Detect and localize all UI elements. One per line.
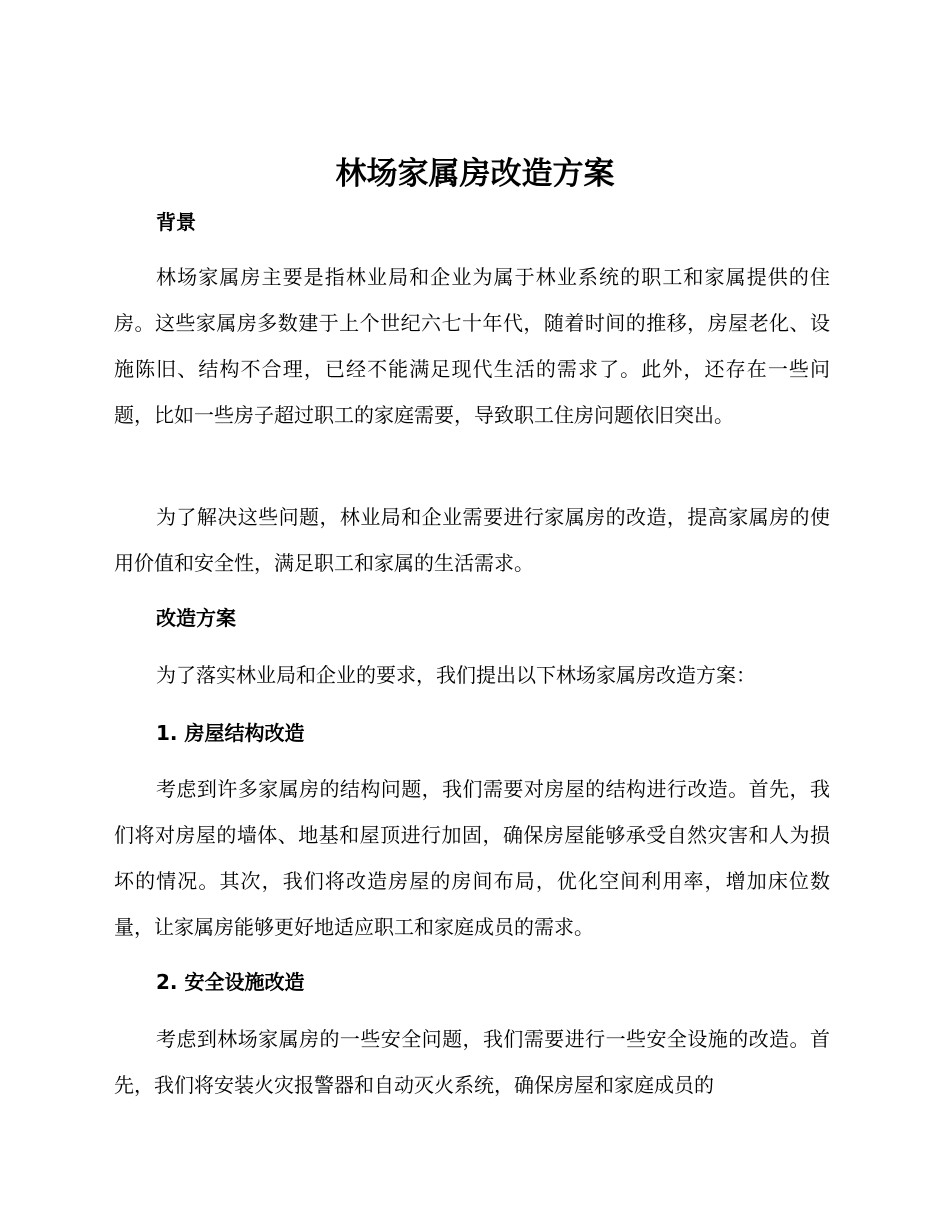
paragraph-background-1: 林场家属房主要是指林业局和企业为属于林业系统的职工和家属提供的住房。这些家属房多数建于上个世纪六七十年代，随着时间的推移，房屋老化、设施陈旧、结构不合理，已经不能满足现代生活的需求了。此外，还存在一些问题，比如一些房子超过职工的家庭需要，导致职工住房问题依旧突出。 [114, 265, 830, 427]
section-heading-structure: 1. 房屋结构改造 [156, 721, 305, 745]
section-heading-background: 背景 [156, 210, 196, 234]
document-title: 林场家属房改造方案 [335, 156, 615, 192]
section-heading-safety: 2. 安全设施改造 [156, 970, 305, 994]
paragraph-background-2: 为了解决这些问题，林业局和企业需要进行家属房的改造，提高家属房的使用价值和安全性，满足职工和家属的生活需求。 [114, 505, 830, 575]
section-heading-plan: 改造方案 [156, 606, 236, 630]
paragraph-safety: 考虑到林场家属房的一些安全问题，我们需要进行一些安全设施的改造。首先，我们将安装火灾报警器和自动灭火系统，确保房屋和家庭成员的 [114, 1027, 830, 1097]
paragraph-structure: 考虑到许多家属房的结构问题，我们需要对房屋的结构进行改造。首先，我们将对房屋的墙体、地基和屋顶进行加固，确保房屋能够承受自然灾害和人为损坏的情况。其次，我们将改造房屋的房间布局，优化空间利用率，增加床位数量，让家属房能够更好地适应职工和家庭成员的需求。 [114, 777, 830, 939]
paragraph-plan-intro: 为了落实林业局和企业的要求，我们提出以下林场家属房改造方案： [156, 663, 756, 687]
